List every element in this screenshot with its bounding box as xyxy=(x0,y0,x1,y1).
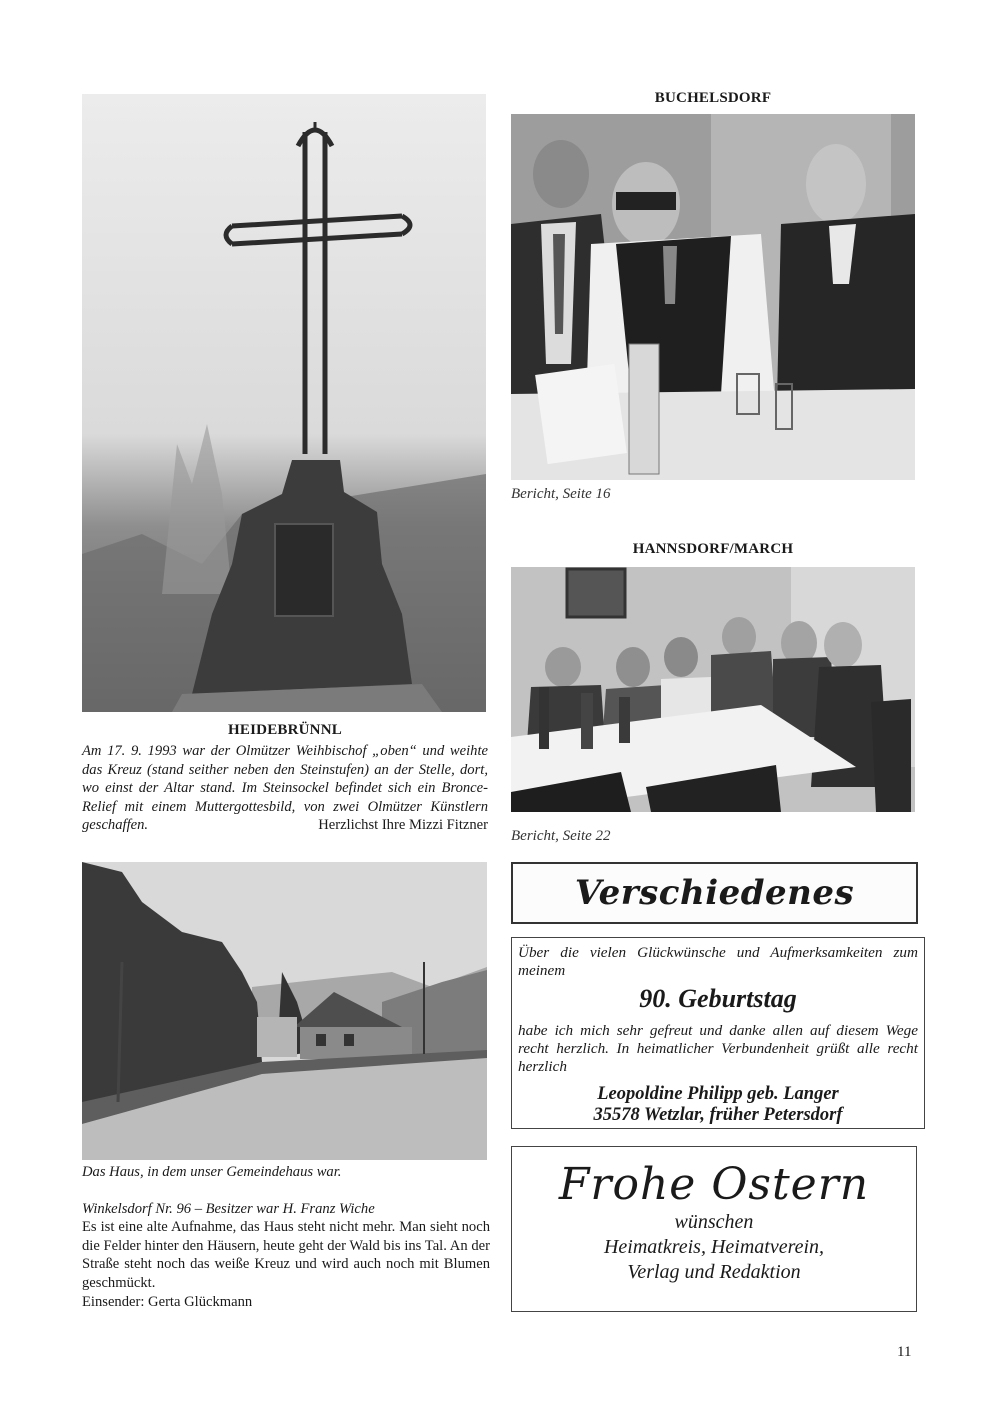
winkelsdorf-subtitle: Winkelsdorf Nr. 96 – Besitzer war H. Franz Wiche xyxy=(82,1200,375,1217)
winkelsdorf-caption: Das Haus, in dem unser Gemeindehaus war. xyxy=(82,1164,342,1180)
hannsdorf-photo xyxy=(511,567,915,812)
heidebruennl-text xyxy=(82,742,488,835)
winkelsdorf-photo xyxy=(82,862,487,1160)
birthday-body: habe ich mich sehr gefreut und danke allen auf diesem Wege recht herzlich. In heimatlicher Verbundenheit grüßt alle recht herzlich xyxy=(518,1022,918,1075)
verschiedenes-banner xyxy=(511,862,918,924)
heidebruennl-title: HEIDEBRÜNNL xyxy=(228,722,342,738)
buchelsdorf-photo xyxy=(511,114,915,480)
buchelsdorf-title: BUCHELSDORF xyxy=(654,90,772,106)
birthday-notice xyxy=(511,937,925,1129)
birthday-intro: Über die vielen Glückwünsche und Aufmerksamkeiten zum meinem xyxy=(518,944,918,979)
winkelsdorf-sender: Einsender: Gerta Glückmann xyxy=(82,1293,253,1310)
hannsdorf-caption: Bericht, Seite 22 xyxy=(511,828,611,844)
hannsdorf-title: HANNSDORF/MARCH xyxy=(632,541,794,557)
easter-greeting xyxy=(511,1146,917,1312)
winkelsdorf-text xyxy=(82,1163,490,1311)
heidebruennl-photo xyxy=(82,94,486,712)
heidebruennl-body: Am 17. 9. 1993 war der Olmützer Weihbischof „oben“ und weihte das Kreuz (stand seither neben den Steinstufen) an der Stelle, dort, wo einst der Altar stand. Im Steinsockel befindet sich ein Bronce-Relief mit einem Muttergottesbild, von zwei Olmützer Künstlern geschaffen. xyxy=(82,743,488,834)
easter-line-1: wünschen xyxy=(674,1211,754,1233)
easter-line-3: Verlag und Redaktion xyxy=(627,1261,801,1283)
birthday-name: Leopoldine Philipp geb. Langer xyxy=(597,1084,839,1104)
birthday-address: 35578 Wetzlar, früher Petersdorf xyxy=(593,1105,843,1125)
page-number: 11 xyxy=(897,1344,912,1360)
winkelsdorf-body: Es ist eine alte Aufnahme, das Haus steht nicht mehr. Man sieht noch die Felder hinter den Häusern, heute geht der Wald bis ins Tal. An der Straße steht noch das weiße Kreuz und wird auch noch mit Blumen geschmückt. xyxy=(82,1219,490,1291)
easter-line-2: Heimatkreis, Heimatverein, xyxy=(603,1236,825,1258)
heidebruennl-signature: Herzlichst Ihre Mizzi Fitzner xyxy=(318,817,488,834)
verschiedenes-title: Verschiedenes xyxy=(574,873,855,913)
buchelsdorf-caption: Bericht, Seite 16 xyxy=(511,486,611,502)
birthday-headline: 90. Geburtstag xyxy=(639,984,797,1013)
easter-title: Frohe Ostern xyxy=(558,1159,870,1210)
